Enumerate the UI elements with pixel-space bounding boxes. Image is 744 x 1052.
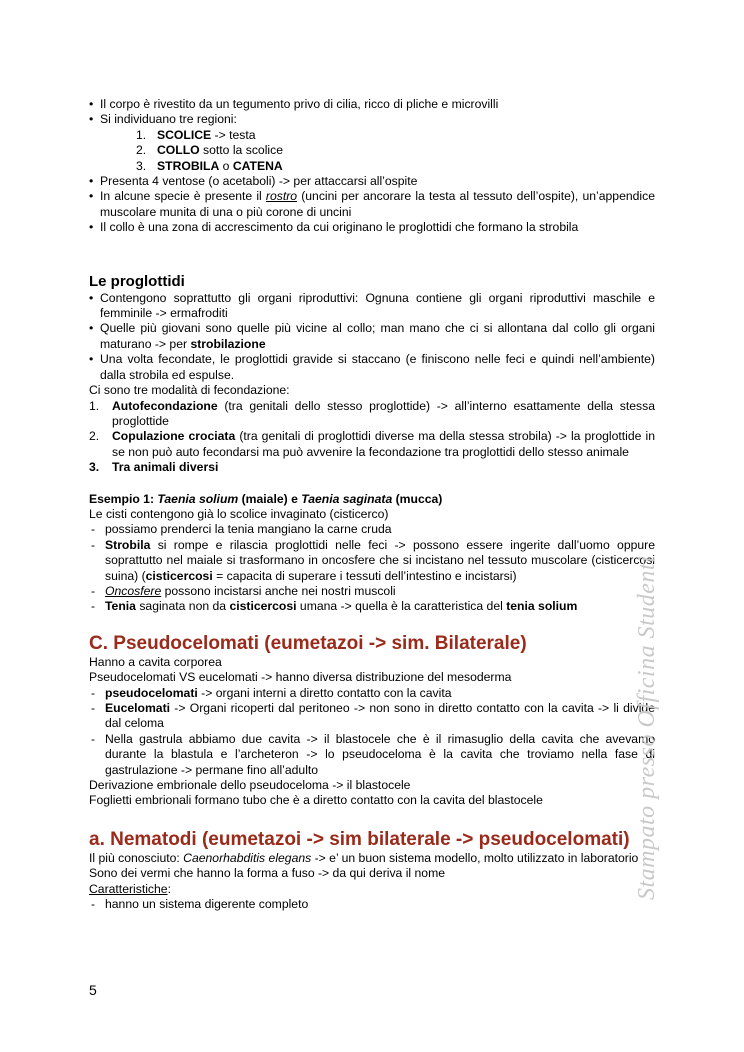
bullet-item: • Il collo è una zona di accrescimento da cui originano le proglottidi che formano la strobila xyxy=(89,220,655,235)
paragraph: Le cisti contengono già lo scolice invaginato (cisticerco) xyxy=(89,506,389,521)
section-heading-pseudocelomati: C. Pseudocelomati (eumetazoi -> sim. Bilaterale) xyxy=(89,632,527,654)
paragraph: Hanno a cavita corporea xyxy=(89,654,222,669)
paragraph: Pseudocelomati VS eucelomati -> hanno diversa distribuzione del mesoderma xyxy=(89,670,512,685)
region-item: 1. SCOLICE -> testa xyxy=(136,127,256,142)
watermark: Stampato presso Officina Studenti xyxy=(634,555,660,900)
dash-item: - Tenia saginata non da cisticercosi umana -> quella è la caratteristica del tenia solium xyxy=(89,599,655,614)
dash-item: - pseudocelomati -> organi interni a diretto contatto con la cavita xyxy=(89,686,655,701)
paragraph: Il più conosciuto: Caenorhabditis elegans -> e’ un buon sistema modello, molto utilizzato in laboratorio xyxy=(89,850,639,865)
example-heading: Esempio 1: Taenia solium (maiale) e Taenia saginata (mucca) xyxy=(89,491,443,506)
dash-item: - Eucelomati -> Organi ricoperti dal peritoneo -> non sono in diretto contatto con la cavita -> li divide dal celoma xyxy=(89,701,655,732)
bullet-item: • Il corpo è rivestito da un tegumento privo di cilia, ricco di pliche e microvilli xyxy=(89,97,655,112)
bullet-item: • Contengono soprattutto gli organi riproduttivi: Ognuna contiene gli organi riproduttivi maschile e femminile -> ermafroditi xyxy=(89,291,655,322)
numbered-item: 3. Tra animali diversi xyxy=(89,460,219,475)
page-content xyxy=(89,97,660,912)
region-item: 2. COLLO sotto la scolice xyxy=(136,143,283,158)
bullet-item: • In alcune specie è presente il rostro (uncini per ancorare la testa al tessuto dell’ospite), un’appendice muscolare munita di una o più corone di uncini xyxy=(89,189,655,220)
section-heading-proglottidi: Le proglottidi xyxy=(89,272,185,290)
dash-item: - hanno un sistema digerente completo xyxy=(89,897,655,912)
region-item: 3. STROBILA o CATENA xyxy=(136,158,283,173)
dash-item: - Strobila si rompe e rilascia proglottidi nelle feci -> possono essere ingerite dall’uomo oppure soprattutto nel maiale si trasformano in oncosfere che si incistano nel tessuto muscolare (cisticercosi suina) (cisticercosi = capacita di superare i tessuti dell’intestino e incistarsi) xyxy=(89,538,655,584)
paragraph: Foglietti embrionali formano tubo che è a diretto contatto con la cavita del blastocele xyxy=(89,793,543,808)
paragraph: Derivazione embrionale dello pseudoceloma -> il blastocele xyxy=(89,778,411,793)
dash-item: - Oncosfere possono incistarsi anche nei nostri muscoli xyxy=(89,584,655,599)
paragraph: Ci sono tre modalità di fecondazione: xyxy=(89,383,290,398)
paragraph: Sono dei vermi che hanno la forma a fuso -> da qui deriva il nome xyxy=(89,866,446,881)
numbered-item: 1. Autofecondazione (tra genitali dello stesso proglottide) -> all’interno esattamente della stessa proglottide xyxy=(89,398,655,428)
dash-item: - possiamo prenderci la tenia mangiano la carne cruda xyxy=(89,522,655,537)
bullet-item: • Una volta fecondate, le proglottidi gravide si staccano (e finiscono nelle feci e quindi nell’ambiente) dalla strobila ed espulse. xyxy=(89,352,655,383)
bullet-item: • Quelle più giovani sono quelle più vicine al collo; man mano che ci si allontana dal collo gli organi maturano -> per strobilazione xyxy=(89,321,655,352)
subheading-caratteristiche: Caratteristiche: xyxy=(89,881,171,896)
dash-item: - Nella gastrula abbiamo due cavita -> il blastocele che è il rimasuglio della cavita che avevamo durante la blastula e l’archeteron -> lo pseudoceloma è la cavita che troviamo nella fase di gastrulazione -> permane fino all’adulto xyxy=(89,732,655,778)
bullet-item: • Si individuano tre regioni: xyxy=(89,112,655,127)
bullet-item: • Presenta 4 ventose (o acetaboli) -> per attaccarsi all’ospite xyxy=(89,174,655,189)
numbered-item: 2. Copulazione crociata (tra genitali di proglottidi diverse ma della stessa strobila) -> la proglottide in se non può auto fecondarsi ma può avvenire la fecondazione tra proglottidi dello stesso animale xyxy=(89,429,655,459)
page-number: 5 xyxy=(89,982,97,998)
section-heading-nematodi: a. Nematodi (eumetazoi -> sim bilaterale -> pseudocelomati) xyxy=(89,828,630,850)
